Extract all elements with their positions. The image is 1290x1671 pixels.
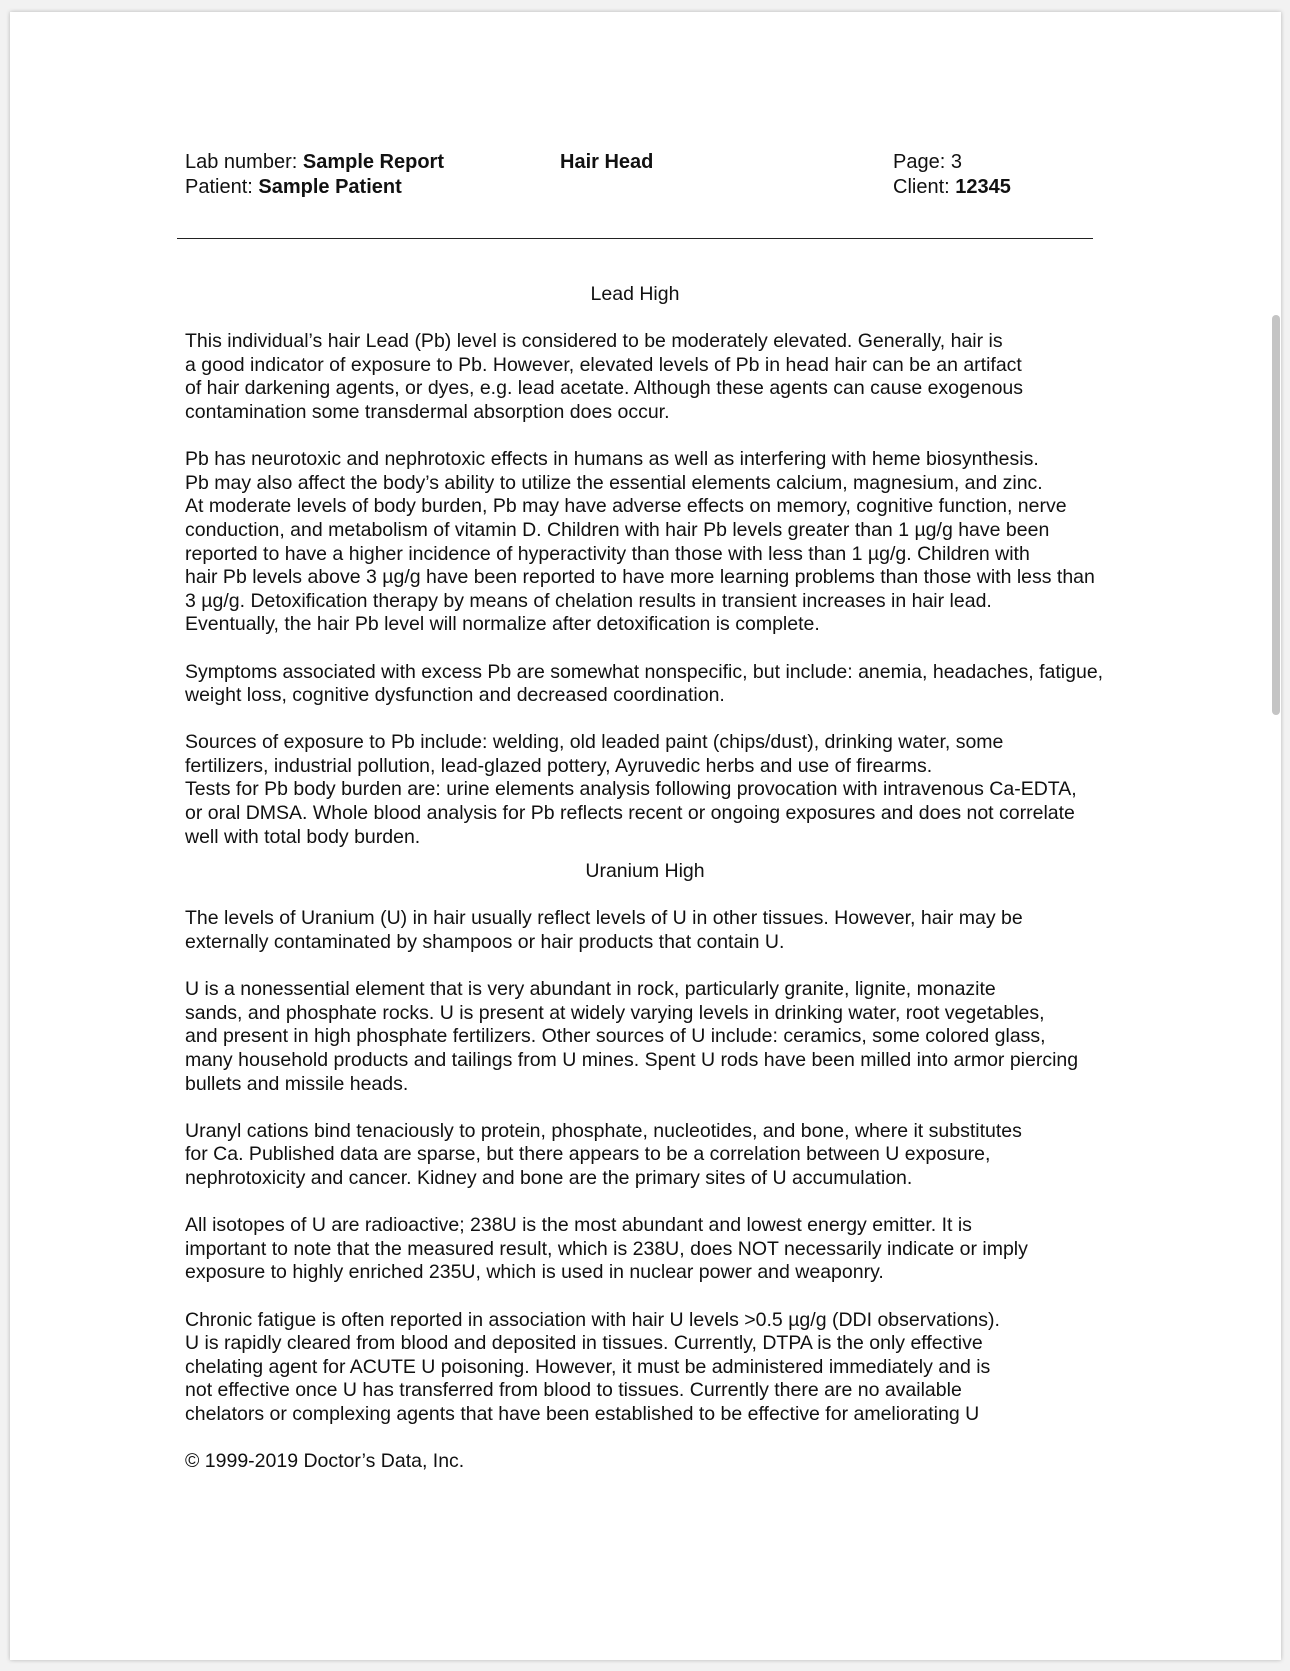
text-line: U is rapidly cleared from blood and deposited in tissues. Currently, DTPA is the only effective (185, 1332, 983, 1355)
text-line: of hair darkening agents, or dyes, e.g. lead acetate. Although these agents can cause exogenous (185, 377, 1024, 400)
patient-label: Patient: (185, 176, 253, 198)
text-line: This individual’s hair Lead (Pb) level is considered to be moderately elevated. Generally, hair is (185, 330, 1003, 353)
copyright-footer: © 1999-2019 Doctor’s Data, Inc. (185, 1450, 465, 1473)
text-line: U is a nonessential element that is very abundant in rock, particularly granite, lignite, monazite (185, 978, 996, 1001)
text-line: 3 µg/g. Detoxification therapy by means of chelation results in transient increases in hair lead. (185, 589, 992, 612)
text-line: contamination some transdermal absorption does occur. (185, 400, 670, 423)
text-line: Chronic fatigue is often reported in association with hair U levels >0.5 µg/g (DDI observations). (185, 1308, 1000, 1331)
paragraph (185, 1120, 1195, 1191)
paragraph (185, 978, 1195, 1096)
section-title-lead: Lead High (590, 283, 680, 305)
text-line: Sources of exposure to Pb include: welding, old leaded paint (chips/dust), drinking water, some (185, 731, 1004, 754)
page-label: Page: (893, 151, 946, 173)
paragraph (185, 1309, 1195, 1427)
text-line: reported to have a higher incidence of hyperactivity than those with less than 1 µg/g. Children with (185, 542, 1030, 565)
client-number: 12345 (955, 176, 1011, 198)
header-left (185, 150, 444, 200)
text-line: important to note that the measured result, which is 238U, does NOT necessarily indicate or imply (185, 1237, 1028, 1260)
page-number: 3 (950, 151, 962, 173)
text-line: Symptoms associated with excess Pb are somewhat nonspecific, but include: anemia, headaches, fatigue, (185, 660, 1104, 683)
text-line: not effective once U has transferred from blood to tissues. Currently there are no available (185, 1379, 962, 1402)
text-line: a good indicator of exposure to Pb. However, elevated levels of Pb in head hair can be an artifact (185, 353, 1022, 376)
text-line: conduction, and metabolism of vitamin D. Children with hair Pb levels greater than 1 µg/g have been (185, 518, 1050, 541)
text-line: Pb may also affect the body’s ability to utilize the essential elements calcium, magnesium, and zinc. (185, 471, 1043, 494)
text-line: chelating agent for ACUTE U poisoning. However, it must be administered immediately and is (185, 1355, 991, 1378)
paragraph (185, 448, 1195, 637)
text-line: externally contaminated by shampoos or hair products that contain U. (185, 931, 785, 954)
text-line: or oral DMSA. Whole blood analysis for Pb reflects recent or ongoing exposures and does not correlate (185, 802, 1075, 825)
text-line: Pb has neurotoxic and nephrotoxic effects in humans as well as interfering with heme biosynthesis. (185, 448, 1039, 471)
text-line: Eventually, the hair Pb level will normalize after detoxification is complete. (185, 613, 820, 636)
section-title-uranium: Uranium High (585, 860, 705, 883)
text-line: hair Pb levels above 3 µg/g have been reported to have more learning problems than those with less than (185, 566, 1095, 589)
text-line: many household products and tailings from U mines. Spent U rods have been milled into armor piercing (185, 1049, 1079, 1071)
patient-value: Sample Patient (258, 176, 402, 198)
text-line: weight loss, cognitive dysfunction and decreased coordination. (185, 684, 725, 707)
text-line: bullets and missile heads. (185, 1072, 409, 1095)
report-title: Hair Head (560, 151, 654, 173)
text-line: well with total body burden. (185, 825, 421, 848)
text-line: The levels of Uranium (U) in hair usually reflect levels of U in other tissues. However, hair may be (185, 907, 1023, 930)
text-line: All isotopes of U are radioactive; 238U is the most abundant and lowest energy emitter. It is (185, 1214, 972, 1237)
text-line: and present in high phosphate fertilizers. Other sources of U include: ceramics, some colored glass, (185, 1025, 1046, 1048)
text-line: nephrotoxicity and cancer. Kidney and bone are the primary sites of U accumulation. (185, 1166, 913, 1189)
text-line: sands, and phosphate rocks. U is present at widely varying levels in drinking water, root vegetables, (185, 1001, 1045, 1024)
header-right (893, 150, 1011, 200)
lab-number-value: Sample Report (302, 151, 445, 173)
lab-number-label: Lab number: (185, 151, 298, 173)
text-line: chelators or complexing agents that have been established to be effective for ameliorating U (185, 1402, 980, 1425)
text-line: Tests for Pb body burden are: urine elements analysis following provocation with intravenous Ca-EDTA, (185, 778, 1077, 801)
paragraph (185, 731, 1195, 849)
paragraph (185, 661, 1195, 708)
header-divider (177, 238, 1093, 239)
text-line: Uranyl cations bind tenaciously to protein, phosphate, nucleotides, and bone, where it substitutes (185, 1119, 1022, 1142)
text-line: At moderate levels of body burden, Pb may have adverse effects on memory, cognitive function, nerve (185, 495, 1067, 518)
vertical-scrollbar-thumb[interactable] (1272, 315, 1280, 715)
paragraph (185, 330, 1195, 424)
text-line: exposure to highly enriched 235U, which is used in nuclear power and weaponry. (185, 1261, 884, 1284)
text-line: fertilizers, industrial pollution, lead-glazed pottery, Ayruvedic herbs and use of firearms. (185, 754, 933, 777)
client-label: Client: (893, 176, 950, 198)
paragraph (185, 1214, 1195, 1285)
paragraph (185, 907, 1195, 954)
report-body (185, 283, 1195, 1474)
text-line: for Ca. Published data are sparse, but there appears to be a correlation between U exposure, (185, 1143, 991, 1166)
